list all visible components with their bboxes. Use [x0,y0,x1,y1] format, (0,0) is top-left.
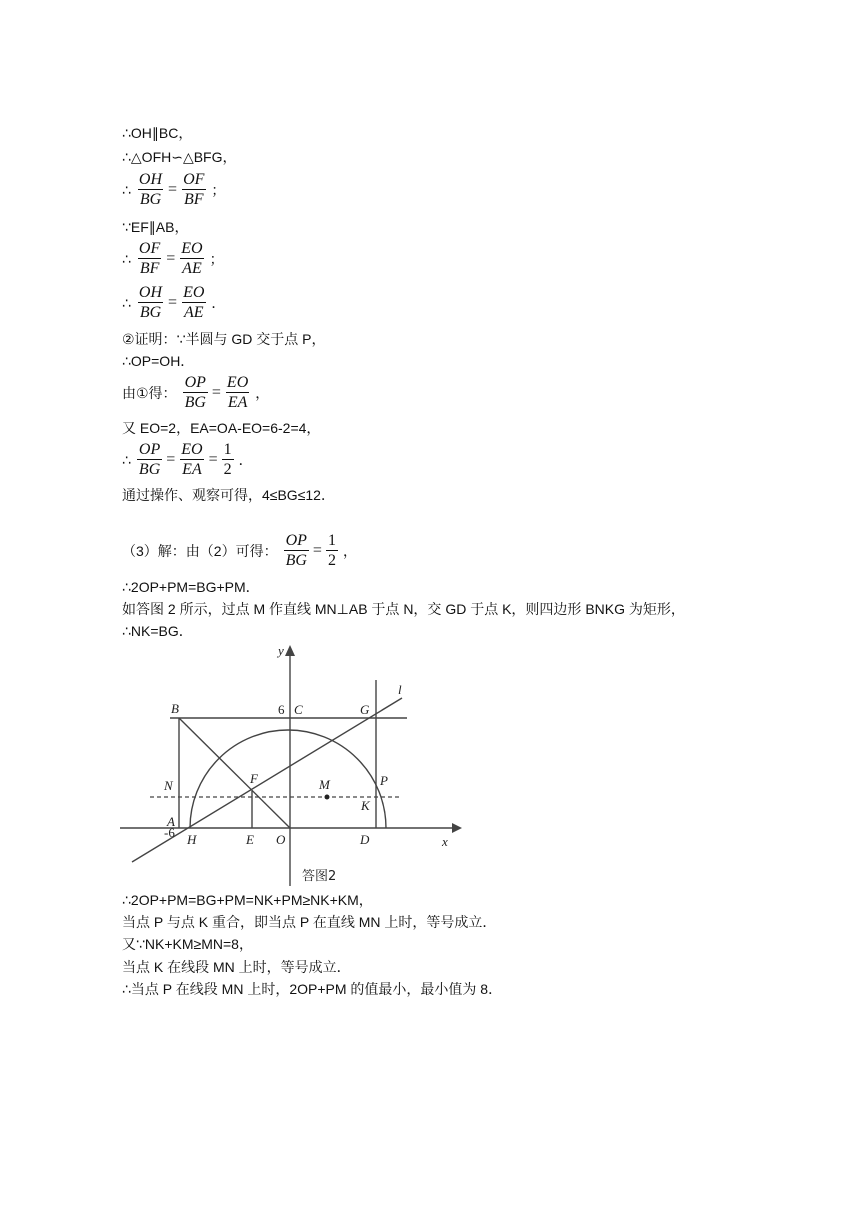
segment-bo [179,718,290,828]
equals-sign: = [168,293,178,311]
formula-prefix: ∴ [122,294,131,311]
formula-line [122,239,224,278]
label-b: B [171,701,179,716]
numerator: EO [181,240,203,257]
fraction [137,440,162,479]
denominator: AE [183,304,204,321]
text-line: ∴OH∥BC， [122,125,193,141]
denominator: 2 [223,461,232,478]
label-neg6: -6 [164,825,175,840]
fraction [181,170,206,209]
label-y: y [278,643,284,658]
text-line: 如答图 2 所示，过点 M 作直线 MN⊥AB 于点 N，交 GD 于点 K，则四边形 BNKG 为矩形， [122,601,685,617]
formula-line [122,440,253,479]
equals-sign: = [166,249,176,267]
formula-suffix: ， [342,542,357,559]
denominator: 2 [327,552,336,569]
equals-sign: = [312,541,322,559]
x-axis-arrow [452,823,462,833]
numerator: OH [138,284,163,301]
denominator: BF [183,191,204,208]
fraction [183,373,208,412]
label-e: E [246,832,254,847]
formula-line [122,531,357,570]
geometry-figure [120,640,470,890]
fraction [284,531,309,570]
denominator: BG [139,304,162,321]
label-p: P [380,773,388,788]
fraction [225,373,250,412]
fraction [179,440,204,479]
label-o: O [276,832,286,847]
fraction [181,283,206,322]
numerator: OP [285,532,307,549]
text-line: 又 EO=2，EA=OA-EO=6-2=4， [122,420,321,436]
fraction [179,239,204,278]
fraction [137,239,162,278]
equals-sign: = [208,450,218,468]
formula-suffix: ； [209,250,224,267]
label-a: A [167,814,175,829]
label-x: x [442,834,448,849]
denominator: BG [139,191,162,208]
numerator: 1 [223,441,232,458]
formula-suffix: ． [211,294,226,311]
denominator: EA [182,461,202,478]
text-line: 又∵NK+KM≥MN=8， [122,936,253,952]
text-line: ∴△OFH∽△BFG， [122,149,237,165]
label-h: H [187,832,197,847]
numerator: 1 [327,532,336,549]
numerator: OH [138,171,163,188]
point-m [325,795,330,800]
label-g: G [360,702,370,717]
text-line: ∴当点 P 在线段 MN 上时，2OP+PM 的值最小，最小值为 8． [122,981,503,997]
formula-prefix: ∴ [122,451,131,468]
numerator: EO [181,441,203,458]
label-n: N [164,778,173,793]
denominator: AE [182,260,202,277]
formula-suffix: ； [211,181,226,198]
numerator: OP [184,374,206,391]
text-line: 通过操作、观察可得，4≤BG≤12． [122,487,335,503]
formula-line [122,283,225,322]
label-six: 6 [278,702,285,717]
text-line: 当点 P 与点 K 重合，即当点 P 在直线 MN 上时，等号成立． [122,914,497,930]
text-line: ∴OP=OH． [122,353,195,369]
formula-line [122,170,225,209]
formula-prefix: 由①得： [122,384,177,401]
denominator: BF [139,260,160,277]
numerator: OP [138,441,161,458]
fraction [326,531,338,570]
formula-suffix: ， [255,384,270,401]
label-k: K [361,798,370,813]
text-line: ∴NK=BG． [122,623,193,639]
y-axis-arrow [285,645,295,656]
numerator: OF [138,240,161,257]
formula-suffix: ． [238,451,253,468]
denominator: BG [184,394,206,411]
fraction [222,440,234,479]
formula-prefix: （3）解：由（2）可得： [122,542,278,559]
text-line: ②证明：∵半圆与 GD 交于点 P， [122,331,326,347]
fraction [137,170,164,209]
equals-sign: = [211,383,221,401]
label-d: D [360,832,370,847]
denominator: BG [138,461,161,478]
text-line: ∵EF∥AB， [122,219,189,235]
label-m: M [319,777,330,792]
numerator: OF [183,171,205,188]
figure-caption: 答图2 [302,869,337,884]
semicircle [190,730,386,828]
text-line: ∴2OP+PM=BG+PM． [122,579,260,595]
label-f: F [250,771,258,786]
denominator: BG [285,552,307,569]
formula-prefix: ∴ [122,181,131,198]
label-c: C [294,702,303,717]
text-line: ∴2OP+PM=BG+PM=NK+PM≥NK+KM， [122,892,373,908]
equals-sign: = [168,180,178,198]
numerator: EO [226,374,249,391]
text-line: 当点 K 在线段 MN 上时，等号成立． [122,959,351,975]
fraction [137,283,164,322]
formula-line [122,373,269,412]
formula-prefix: ∴ [122,250,131,267]
label-l: l [398,682,402,697]
numerator: EO [183,284,205,301]
denominator: EA [227,394,248,411]
equals-sign: = [166,450,176,468]
